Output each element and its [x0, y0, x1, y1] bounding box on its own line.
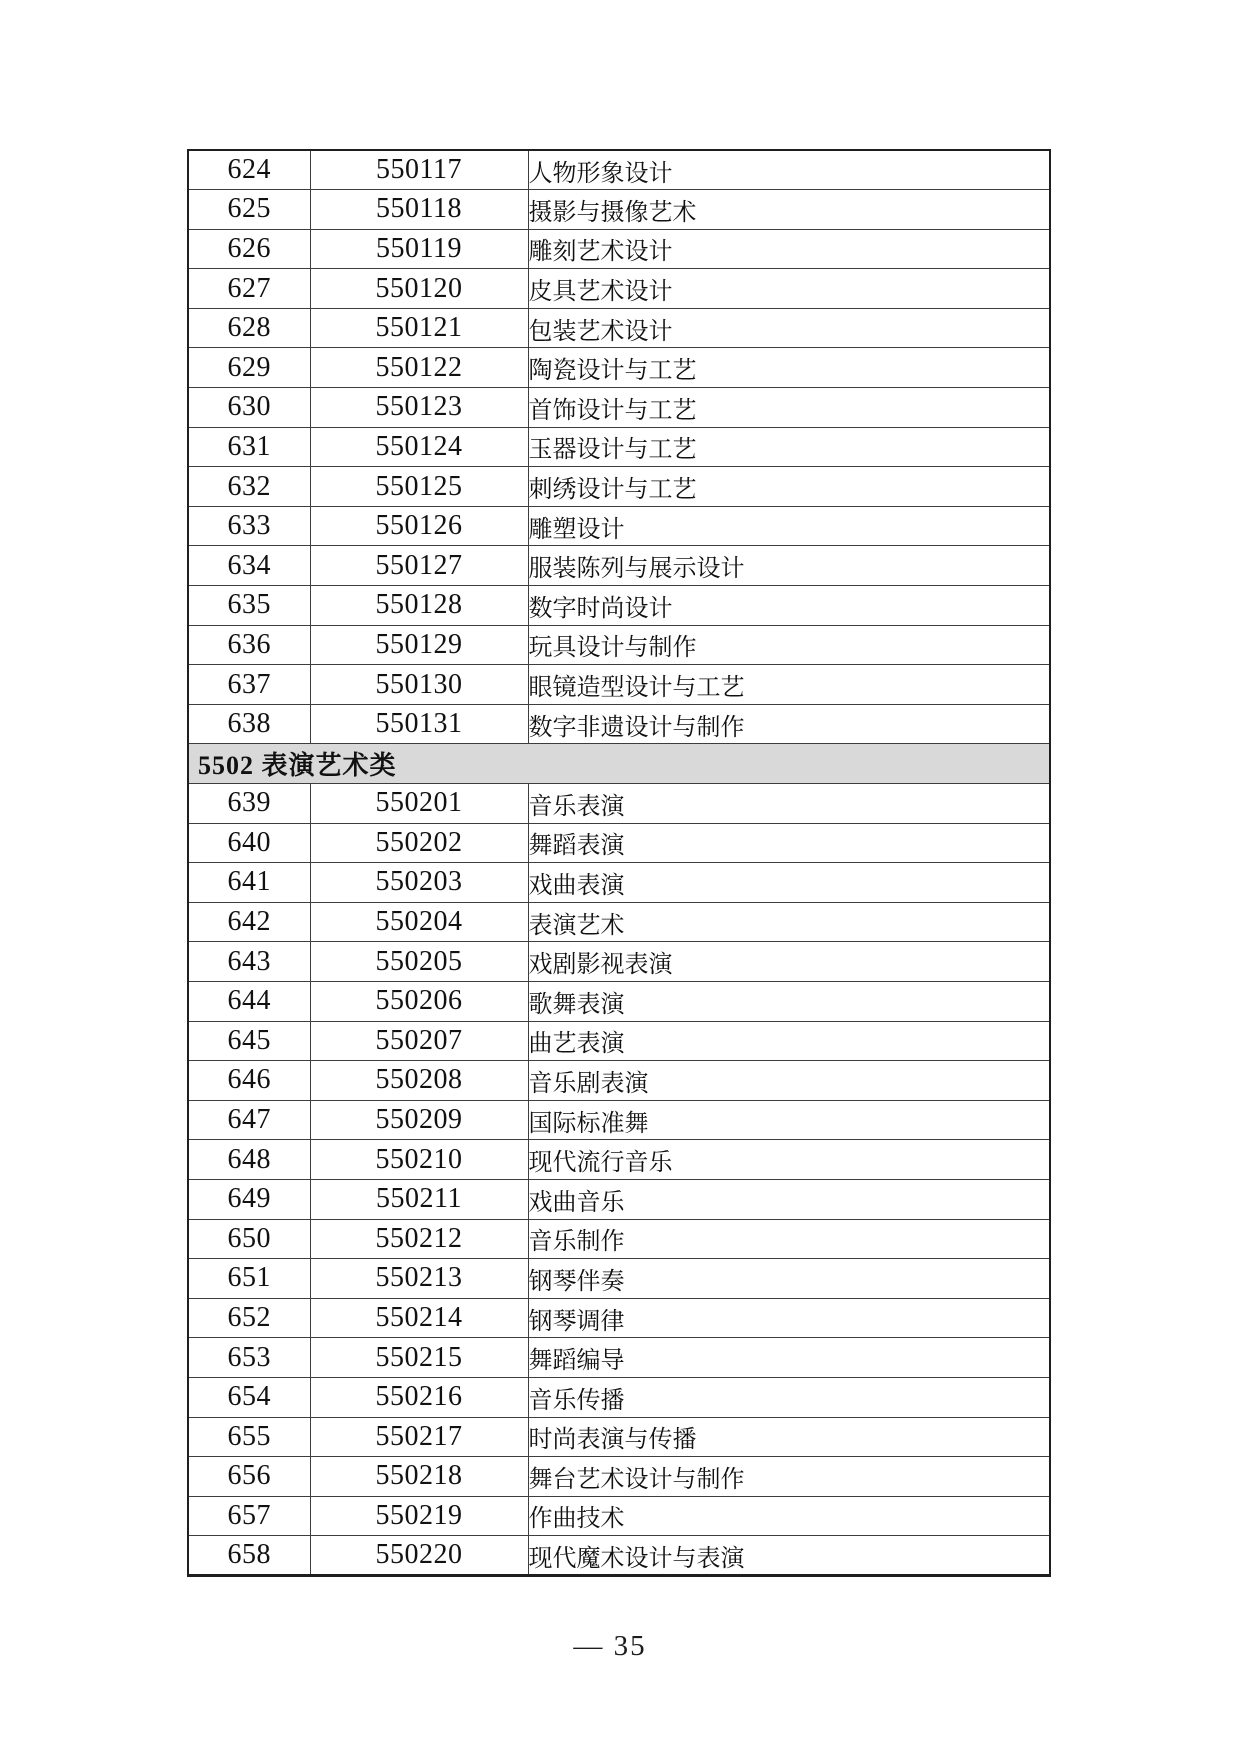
table-row: [188, 1417, 1050, 1457]
code-cell: 550124: [310, 427, 528, 467]
seq-cell: 624: [188, 150, 310, 190]
seq-cell: 634: [188, 546, 310, 586]
code-cell: 550120: [310, 269, 528, 309]
code-cell: 550217: [310, 1417, 528, 1457]
code-cell: 550218: [310, 1457, 528, 1497]
major-name-cell: 舞蹈编导: [528, 1338, 1050, 1378]
seq-cell: 656: [188, 1457, 310, 1497]
seq-cell: 627: [188, 269, 310, 309]
major-name-cell: 首饰设计与工艺: [528, 388, 1050, 428]
code-cell: 550123: [310, 388, 528, 428]
table-row: [188, 348, 1050, 388]
code-cell: 550131: [310, 704, 528, 744]
table-row: [188, 506, 1050, 546]
table-row: [188, 1100, 1050, 1140]
section-header-row: [188, 744, 1050, 784]
major-name-cell: 玉器设计与工艺: [528, 427, 1050, 467]
table-row: [188, 823, 1050, 863]
seq-cell: 653: [188, 1338, 310, 1378]
major-name-cell: 包装艺术设计: [528, 308, 1050, 348]
code-cell: 550215: [310, 1338, 528, 1378]
code-cell: 550201: [310, 784, 528, 824]
major-name-cell: 舞蹈表演: [528, 823, 1050, 863]
table-row: [188, 190, 1050, 230]
seq-cell: 637: [188, 665, 310, 705]
table-row: [188, 1179, 1050, 1219]
code-cell: 550203: [310, 863, 528, 903]
table-row: [188, 1259, 1050, 1299]
major-name-cell: 人物形象设计: [528, 150, 1050, 190]
major-name-cell: 雕刻艺术设计: [528, 229, 1050, 269]
major-name-cell: 现代流行音乐: [528, 1140, 1050, 1180]
seq-cell: 639: [188, 784, 310, 824]
code-cell: 550212: [310, 1219, 528, 1259]
code-cell: 550210: [310, 1140, 528, 1180]
seq-cell: 644: [188, 981, 310, 1021]
code-cell: 550206: [310, 981, 528, 1021]
table-row: [188, 1338, 1050, 1378]
seq-cell: 633: [188, 506, 310, 546]
table-row: [188, 1021, 1050, 1061]
major-name-cell: 现代魔术设计与表演: [528, 1536, 1050, 1576]
code-cell: 550127: [310, 546, 528, 586]
seq-cell: 638: [188, 704, 310, 744]
seq-cell: 642: [188, 902, 310, 942]
table-row: [188, 427, 1050, 467]
major-name-cell: 表演艺术: [528, 902, 1050, 942]
table-row: [188, 981, 1050, 1021]
code-cell: 550220: [310, 1536, 528, 1576]
code-cell: 550209: [310, 1100, 528, 1140]
code-cell: 550211: [310, 1179, 528, 1219]
seq-cell: 636: [188, 625, 310, 665]
code-cell: 550202: [310, 823, 528, 863]
seq-cell: 648: [188, 1140, 310, 1180]
major-name-cell: 戏曲音乐: [528, 1179, 1050, 1219]
seq-cell: 654: [188, 1377, 310, 1417]
seq-cell: 640: [188, 823, 310, 863]
table-row: [188, 902, 1050, 942]
seq-cell: 652: [188, 1298, 310, 1338]
major-name-cell: 雕塑设计: [528, 506, 1050, 546]
table-row: [188, 704, 1050, 744]
table-row: [188, 150, 1050, 190]
table-row: [188, 269, 1050, 309]
seq-cell: 645: [188, 1021, 310, 1061]
code-cell: 550208: [310, 1061, 528, 1101]
code-cell: 550207: [310, 1021, 528, 1061]
code-cell: 550121: [310, 308, 528, 348]
major-name-cell: 时尚表演与传播: [528, 1417, 1050, 1457]
code-cell: 550125: [310, 467, 528, 507]
major-name-cell: 摄影与摄像艺术: [528, 190, 1050, 230]
code-cell: 550219: [310, 1496, 528, 1536]
major-name-cell: 钢琴伴奏: [528, 1259, 1050, 1299]
table-row: [188, 467, 1050, 507]
seq-cell: 631: [188, 427, 310, 467]
major-name-cell: 玩具设计与制作: [528, 625, 1050, 665]
code-cell: 550204: [310, 902, 528, 942]
code-cell: 550118: [310, 190, 528, 230]
seq-cell: 643: [188, 942, 310, 982]
table-row: [188, 1061, 1050, 1101]
major-name-cell: 戏曲表演: [528, 863, 1050, 903]
table-row: [188, 625, 1050, 665]
major-name-cell: 钢琴调律: [528, 1298, 1050, 1338]
major-name-cell: 音乐传播: [528, 1377, 1050, 1417]
code-cell: 550122: [310, 348, 528, 388]
seq-cell: 655: [188, 1417, 310, 1457]
seq-cell: 628: [188, 308, 310, 348]
seq-cell: 641: [188, 863, 310, 903]
seq-cell: 625: [188, 190, 310, 230]
seq-cell: 658: [188, 1536, 310, 1576]
major-name-cell: 作曲技术: [528, 1496, 1050, 1536]
table-row: [188, 308, 1050, 348]
major-name-cell: 音乐表演: [528, 784, 1050, 824]
major-code-table: [187, 149, 1051, 1577]
major-name-cell: 数字非遗设计与制作: [528, 704, 1050, 744]
major-name-cell: 国际标准舞: [528, 1100, 1050, 1140]
code-cell: 550130: [310, 665, 528, 705]
seq-cell: 650: [188, 1219, 310, 1259]
table-row: [188, 546, 1050, 586]
major-name-cell: 陶瓷设计与工艺: [528, 348, 1050, 388]
major-name-cell: 音乐剧表演: [528, 1061, 1050, 1101]
code-cell: 550214: [310, 1298, 528, 1338]
seq-cell: 657: [188, 1496, 310, 1536]
seq-cell: 632: [188, 467, 310, 507]
code-cell: 550126: [310, 506, 528, 546]
code-cell: 550205: [310, 942, 528, 982]
major-name-cell: 曲艺表演: [528, 1021, 1050, 1061]
seq-cell: 646: [188, 1061, 310, 1101]
table-row: [188, 229, 1050, 269]
major-name-cell: 皮具艺术设计: [528, 269, 1050, 309]
page-number: [0, 1630, 1220, 1663]
table-row: [188, 942, 1050, 982]
table-row: [188, 1298, 1050, 1338]
seq-cell: 651: [188, 1259, 310, 1299]
code-cell: 550129: [310, 625, 528, 665]
seq-cell: 635: [188, 586, 310, 626]
seq-cell: 649: [188, 1179, 310, 1219]
major-name-cell: 音乐制作: [528, 1219, 1050, 1259]
major-code-table-body: [188, 150, 1050, 1575]
table-row: [188, 1496, 1050, 1536]
table-row: [188, 1140, 1050, 1180]
major-name-cell: 数字时尚设计: [528, 586, 1050, 626]
section-header-cell: 5502 表演艺术类: [188, 744, 1050, 784]
seq-cell: 629: [188, 348, 310, 388]
code-cell: 550117: [310, 150, 528, 190]
major-name-cell: 舞台艺术设计与制作: [528, 1457, 1050, 1497]
code-cell: 550213: [310, 1259, 528, 1299]
code-cell: 550128: [310, 586, 528, 626]
major-name-cell: 戏剧影视表演: [528, 942, 1050, 982]
seq-cell: 626: [188, 229, 310, 269]
table-row: [188, 863, 1050, 903]
table-row: [188, 1377, 1050, 1417]
major-name-cell: 歌舞表演: [528, 981, 1050, 1021]
table-row: [188, 1536, 1050, 1576]
seq-cell: 630: [188, 388, 310, 428]
table-row: [188, 1457, 1050, 1497]
major-name-cell: 服装陈列与展示设计: [528, 546, 1050, 586]
table-row: [188, 1219, 1050, 1259]
major-name-cell: 眼镜造型设计与工艺: [528, 665, 1050, 705]
table-row: [188, 586, 1050, 626]
page-number-text: — 35: [573, 1630, 647, 1662]
major-name-cell: 刺绣设计与工艺: [528, 467, 1050, 507]
code-cell: 550216: [310, 1377, 528, 1417]
code-cell: 550119: [310, 229, 528, 269]
table-row: [188, 665, 1050, 705]
table-row: [188, 784, 1050, 824]
table-row: [188, 388, 1050, 428]
seq-cell: 647: [188, 1100, 310, 1140]
